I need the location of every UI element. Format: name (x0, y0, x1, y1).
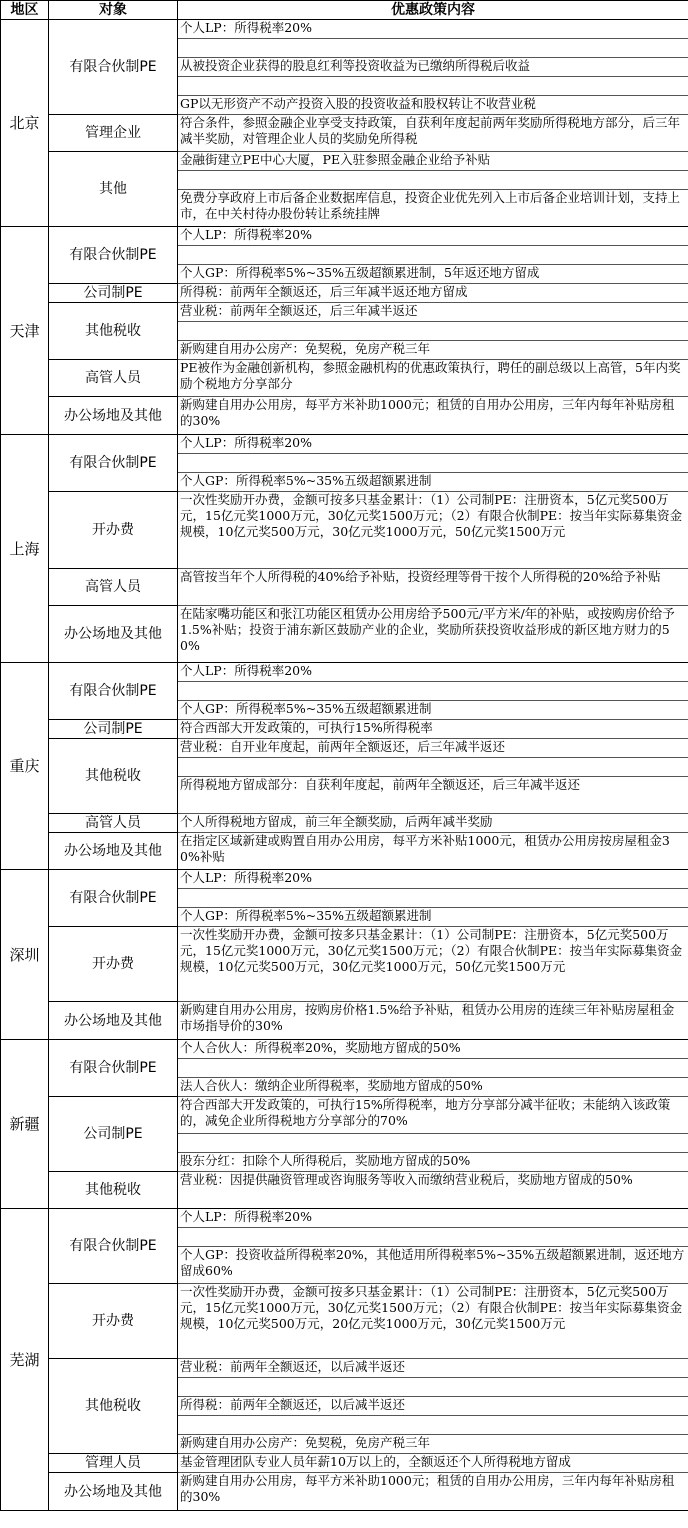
policy-content-cell: 从被投资企业获得的股息红利等投资收益为已缴纳所得税后收益 (178, 58, 688, 77)
table-row (1, 720, 688, 739)
target-cell: 开办费 (49, 1284, 178, 1359)
policy-content-cell: 个人LP：所得税率20% (178, 227, 688, 246)
policy-content-cell: 所得税：前两年全额返还，后三年减半返还地方留成 (178, 284, 688, 303)
table-row (1, 1209, 688, 1228)
policy-content-cell: 个人GP：所得税率5%~35%五级超额累进制，5年返还地方留成 (178, 265, 688, 284)
region-cell: 北京 (1, 20, 49, 227)
target-cell: 公司制PE (49, 720, 178, 739)
target-cell: 有限合伙制PE (49, 20, 178, 115)
policy-content-cell: 营业税：因提供融资管理或咨询服务等收入而缴纳营业税后，奖励地方留成的50% (178, 1172, 688, 1209)
policy-content-cell: 符合西部大开发政策的，可执行15%所得税率，地方分享部分减半征收；未能纳入该政策的，减免企业所得税地方分享部分的70% (178, 1097, 688, 1134)
policy-content-cell: 法人合伙人：缴纳企业所得税率，奖励地方留成的50% (178, 1078, 688, 1097)
policy-content-cell: 营业税：自开业年度起，前两年全额返还，后三年减半返还 (178, 739, 688, 758)
target-cell: 高管人员 (49, 360, 178, 397)
table-row (1, 1284, 688, 1359)
policy-content-cell: 个人GP：所得税率5%~35%五级超额累进制 (178, 908, 688, 927)
policy-content-cell: 新购建自用办公用房，每平方米补助1000元；租赁的自用办公用房，三年内每年补贴房租的30% (178, 397, 688, 435)
region-cell: 天津 (1, 227, 49, 435)
target-cell: 有限合伙制PE (49, 663, 178, 720)
target-cell: 高管人员 (49, 569, 178, 606)
target-cell: 有限合伙制PE (49, 1209, 178, 1284)
target-cell: 其他税收 (49, 739, 178, 814)
policy-content-cell: 个人GP：所得税率5%~35%五级超额累进制 (178, 473, 688, 492)
region-cell: 芜湖 (1, 1209, 49, 1511)
policy-content-cell (178, 246, 688, 265)
table-row (1, 1097, 688, 1134)
table-row (1, 606, 688, 663)
region-cell: 深圳 (1, 870, 49, 1040)
region-cell: 重庆 (1, 663, 49, 870)
policy-content-cell (178, 1228, 688, 1247)
region-cell: 上海 (1, 435, 49, 663)
policy-content-cell: 一次性奖励开办费，金额可按多只基金累计：（1）公司制PE：注册资本，5亿元奖500万元，15亿元奖1000万元，30亿元奖1500万元；（2）有限合伙制PE：按当年实际募集资金规模，10亿元奖500万元，20亿元奖1000万元，30亿元奖1500万元 (178, 1284, 688, 1359)
target-cell: 开办费 (49, 492, 178, 569)
target-cell: 其他税收 (49, 303, 178, 360)
policy-content-cell: 个人LP：所得税率20% (178, 663, 688, 682)
header-target: 对象 (49, 1, 178, 20)
table-row (1, 360, 688, 397)
policy-content-cell: GP以无形资产不动产投资入股的投资收益和股权转让不收营业税 (178, 96, 688, 115)
table-row (1, 870, 688, 889)
table-row (1, 20, 688, 39)
header-content: 优惠政策内容 (178, 1, 688, 20)
policy-content-cell: 个人所得税地方留成，前三年全额奖励，后两年减半奖励 (178, 814, 688, 833)
table-row (1, 1172, 688, 1209)
table-row (1, 435, 688, 454)
policy-content-cell (178, 39, 688, 58)
policy-content-cell: 所得税：前两年全额返还，以后减半返还 (178, 1397, 688, 1416)
policy-content-cell: 符合条件，参照金融企业享受支持政策，自获利年度起前两年奖励所得税地方部分，后三年减半奖励，对管理企业人员的奖励免所得税 (178, 115, 688, 152)
table-row (1, 227, 688, 246)
header-region: 地区 (1, 1, 49, 20)
table-row (1, 284, 688, 303)
policy-content-cell: 新购建自用办公房产：免契税，免房产税三年 (178, 341, 688, 360)
policy-content-cell (178, 1378, 688, 1397)
target-cell: 管理企业 (49, 115, 178, 152)
policy-content-cell (178, 889, 688, 908)
policy-content-cell: PE被作为金融创新机构，参照金融机构的优惠政策执行，聘任的副总级以上高管，5年内奖励个税地方分享部分 (178, 360, 688, 397)
table-row (1, 814, 688, 833)
policy-content-cell: 所得税地方留成部分：自获利年度起，前两年全额返还，后三年减半返还 (178, 777, 688, 814)
policy-content-cell: 高管按当年个人所得税的40%给予补贴，投资经理等骨干按个人所得税的20%给予补贴 (178, 569, 688, 606)
table-body (1, 20, 688, 1511)
target-cell: 其他 (49, 152, 178, 227)
target-cell: 有限合伙制PE (49, 1040, 178, 1097)
table-row (1, 739, 688, 758)
policy-content-cell (178, 1134, 688, 1153)
table-row (1, 397, 688, 435)
policy-content-cell: 基金管理团队专业人员年薪10万以上的，全额返还个人所得税地方留成 (178, 1454, 688, 1473)
policy-content-cell (178, 322, 688, 341)
policy-content-cell: 金融街建立PE中心大厦，PE入驻参照金融企业给予补贴 (178, 152, 688, 171)
policy-content-cell: 一次性奖励开办费，金额可按多只基金累计：（1）公司制PE：注册资本，5亿元奖500万元，15亿元奖1000万元，30亿元奖1500万元；（2）有限合伙制PE：按当年实际募集资金规模，10亿元奖500万元，30亿元奖1000万元，50亿元奖1500万元 (178, 492, 688, 569)
policy-content-cell (178, 454, 688, 473)
policy-content-cell: 符合西部大开发政策的，可执行15%所得税率 (178, 720, 688, 739)
target-cell: 有限合伙制PE (49, 435, 178, 492)
policy-content-cell (178, 758, 688, 777)
policy-content-cell: 股东分红：扣除个人所得税后，奖励地方留成的50% (178, 1153, 688, 1172)
target-cell: 有限合伙制PE (49, 227, 178, 284)
table-row (1, 663, 688, 682)
table-row (1, 1040, 688, 1059)
policy-content-cell: 在陆家嘴功能区和张江功能区租赁办公用房给予500元/平方米/年的补贴，或按购房价给予1.5%补贴；投资于浦东新区鼓励产业的企业，奖励所获投资收益形成的新区地方财力的50% (178, 606, 688, 663)
policy-content-cell: 个人LP：所得税率20% (178, 1209, 688, 1228)
table-row (1, 833, 688, 870)
table-row (1, 927, 688, 1002)
target-cell: 办公场地及其他 (49, 1473, 178, 1511)
table-row (1, 1473, 688, 1511)
target-cell: 有限合伙制PE (49, 870, 178, 927)
target-cell: 开办费 (49, 927, 178, 1002)
target-cell: 其他税收 (49, 1359, 178, 1454)
policy-content-cell: 一次性奖励开办费，金额可按多只基金累计：（1）公司制PE：注册资本，5亿元奖500万元，15亿元奖1000万元，30亿元奖1500万元；（2）有限合伙制PE：按当年实际募集资金规模，10亿元奖500万元，30亿元奖1000万元，50亿元奖1500万元 (178, 927, 688, 1002)
target-cell: 办公场地及其他 (49, 833, 178, 870)
target-cell: 公司制PE (49, 1097, 178, 1172)
policy-content-cell: 免费分享政府上市后备企业数据库信息，投资企业优先列入上市后备企业培训计划，支持上市，在中关村待办股份转让系统挂牌 (178, 190, 688, 227)
target-cell: 办公场地及其他 (49, 1002, 178, 1040)
target-cell: 办公场地及其他 (49, 606, 178, 663)
policy-content-cell (178, 1416, 688, 1435)
target-cell: 高管人员 (49, 814, 178, 833)
target-cell: 公司制PE (49, 284, 178, 303)
table-row (1, 152, 688, 171)
policy-content-cell: 新购建自用办公用房，每平方米补助1000元；租赁的自用办公用房，三年内每年补贴房租的30% (178, 1473, 688, 1511)
table-row (1, 115, 688, 152)
policy-content-cell: 营业税：前两年全额返还，以后减半返还 (178, 1359, 688, 1378)
policy-content-cell: 个人GP：所得税率5%~35%五级超额累进制 (178, 701, 688, 720)
policy-content-cell (178, 1059, 688, 1078)
policy-content-cell: 新购建自用办公房产：免契税，免房产税三年 (178, 1435, 688, 1454)
policy-content-cell: 个人合伙人：所得税率20%，奖励地方留成的50% (178, 1040, 688, 1059)
table-row (1, 1002, 688, 1040)
table-row (1, 1454, 688, 1473)
policy-content-cell: 营业税：前两年全额返还，后三年减半返还 (178, 303, 688, 322)
policy-content-cell (178, 171, 688, 190)
policy-content-cell: 个人GP：投资收益所得税率20%，其他适用所得税率5%~35%五级超额累进制，返还地方留成60% (178, 1247, 688, 1284)
policy-content-cell: 新购建自用办公用房，按购房价格1.5%给予补贴，租赁办公用房的连续三年补贴房屋租金市场指导价的30% (178, 1002, 688, 1040)
target-cell: 其他税收 (49, 1172, 178, 1209)
table-row (1, 303, 688, 322)
policy-content-cell: 个人LP：所得税率20% (178, 870, 688, 889)
policy-content-cell (178, 77, 688, 96)
policy-content-cell (178, 682, 688, 701)
target-cell: 管理人员 (49, 1454, 178, 1473)
region-cell: 新疆 (1, 1040, 49, 1209)
table-row (1, 569, 688, 606)
target-cell: 办公场地及其他 (49, 397, 178, 435)
table-row (1, 1359, 688, 1378)
policy-content-cell: 个人LP：所得税率20% (178, 435, 688, 454)
policy-content-cell: 在指定区域新建或购置自用办公用房，每平方米补贴1000元，租赁办公用房按房屋租金30%补贴 (178, 833, 688, 870)
policy-content-cell: 个人LP：所得税率20% (178, 20, 688, 39)
table-row (1, 492, 688, 569)
header-row (1, 1, 688, 20)
